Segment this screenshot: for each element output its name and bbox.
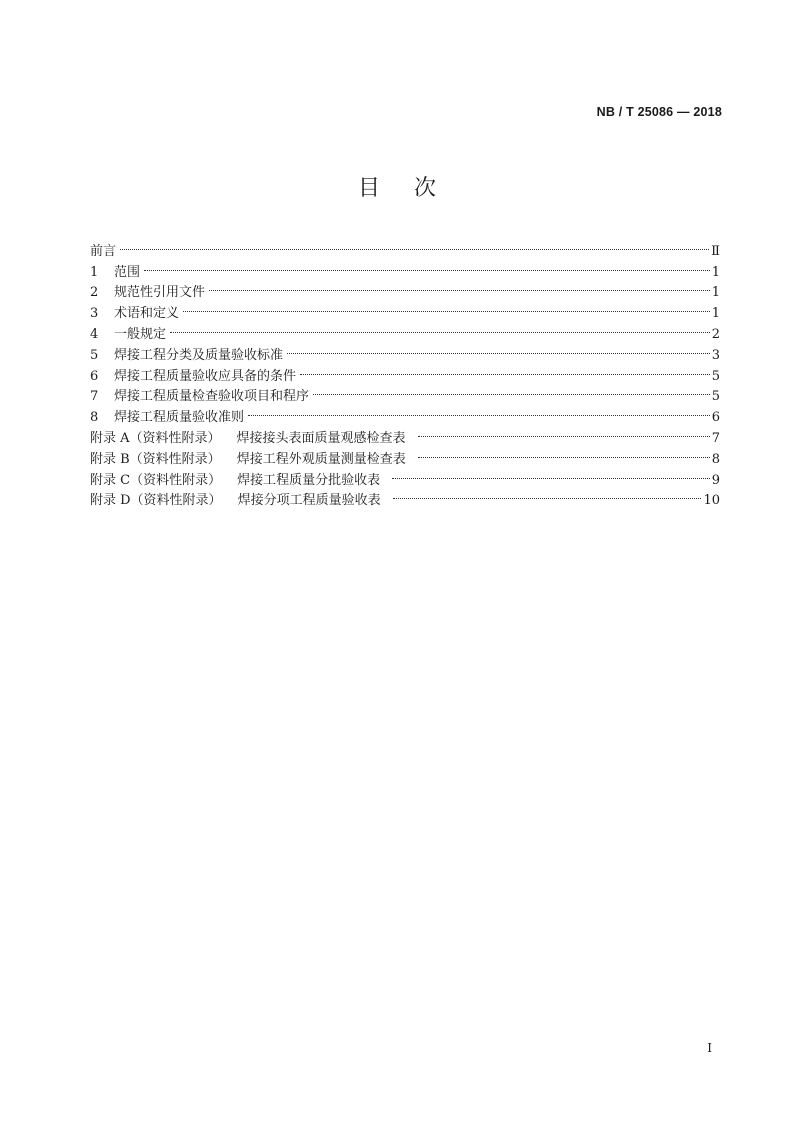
toc-entry-label: 焊接工程质量验收准则 <box>114 410 245 426</box>
toc-entry-label: 附录 B（资料性附录） <box>90 451 221 467</box>
toc-entry-subtitle: 焊接工程质量分批验收表 <box>237 472 381 488</box>
toc-list <box>90 234 720 509</box>
toc-entry-number: 8 <box>90 410 99 426</box>
toc-dot-leader <box>287 338 710 359</box>
toc-dot-leader <box>120 234 709 255</box>
toc-entry-number: 1 <box>90 264 99 280</box>
toc-dot-leader <box>170 317 710 338</box>
toc-entry-page: 5 <box>711 389 720 405</box>
toc-entry-page: 3 <box>711 347 720 363</box>
toc-entry[interactable] <box>90 296 720 322</box>
toc-entry-subtitle: 焊接分项工程质量验收表 <box>237 493 381 509</box>
toc-entry-label: 一般规定 <box>114 326 167 342</box>
toc-entry-page: Ⅱ <box>711 243 720 259</box>
toc-dot-leader <box>313 380 710 401</box>
toc-entry-page: 2 <box>711 326 720 342</box>
toc-dot-leader <box>248 400 710 421</box>
toc-entry-label: 前言 <box>90 243 117 259</box>
toc-entry-number: 7 <box>90 389 99 405</box>
toc-dot-leader <box>418 421 710 442</box>
toc-entry-label: 焊接工程质量验收应具备的条件 <box>114 368 297 384</box>
toc-entry[interactable] <box>90 276 720 301</box>
toc-entry[interactable] <box>90 338 720 363</box>
toc-entry-page: 8 <box>711 451 720 467</box>
toc-entry-label: 术语和定义 <box>114 306 180 322</box>
toc-entry-page: 5 <box>711 368 720 384</box>
toc-entry-subtitle: 焊接接头表面质量观感检查表 <box>236 430 406 446</box>
toc-entry-label: 范围 <box>114 264 141 280</box>
toc-dot-leader <box>209 276 710 297</box>
toc-dot-leader <box>392 463 710 484</box>
toc-entry-label: 焊接工程质量检查验收项目和程序 <box>114 389 310 405</box>
toc-entry-label: 规范性引用文件 <box>114 285 206 301</box>
toc-entry[interactable] <box>90 317 720 342</box>
toc-dot-leader <box>144 255 710 276</box>
toc-dot-leader <box>393 484 702 505</box>
toc-entry-page: 9 <box>711 472 720 488</box>
toc-entry-label: 附录 D（资料性附录） <box>90 493 222 509</box>
toc-entry-label: 焊接工程分类及质量验收标准 <box>114 347 284 363</box>
toc-entry-number: 4 <box>90 326 99 342</box>
toc-entry[interactable] <box>90 234 720 259</box>
toc-entry-number: 2 <box>90 285 99 301</box>
toc-entry-page: 10 <box>703 493 720 509</box>
toc-entry-number: 3 <box>90 306 99 322</box>
toc-entry-subtitle: 焊接工程外观质量测量检查表 <box>236 451 406 467</box>
toc-entry-number: 5 <box>90 347 99 363</box>
toc-entry-page: 1 <box>711 264 720 280</box>
toc-entry-page: 7 <box>711 430 720 446</box>
toc-entry-label: 附录 C（资料性附录） <box>90 472 222 488</box>
toc-dot-leader <box>300 359 710 380</box>
toc-entry-page: 1 <box>711 306 720 322</box>
toc-dot-leader <box>418 442 710 463</box>
toc-entry-label: 附录 A（资料性附录） <box>90 430 221 446</box>
toc-entry[interactable] <box>90 255 720 280</box>
page-number: I <box>707 1041 712 1055</box>
toc-entry-page: 6 <box>711 410 720 426</box>
toc-entry-page: 1 <box>711 285 720 301</box>
toc-dot-leader <box>183 296 710 317</box>
toc-entry-number: 6 <box>90 368 99 384</box>
standard-number: NB / T 25086 — 2018 <box>596 105 722 119</box>
toc-title: 目次 <box>357 176 470 201</box>
